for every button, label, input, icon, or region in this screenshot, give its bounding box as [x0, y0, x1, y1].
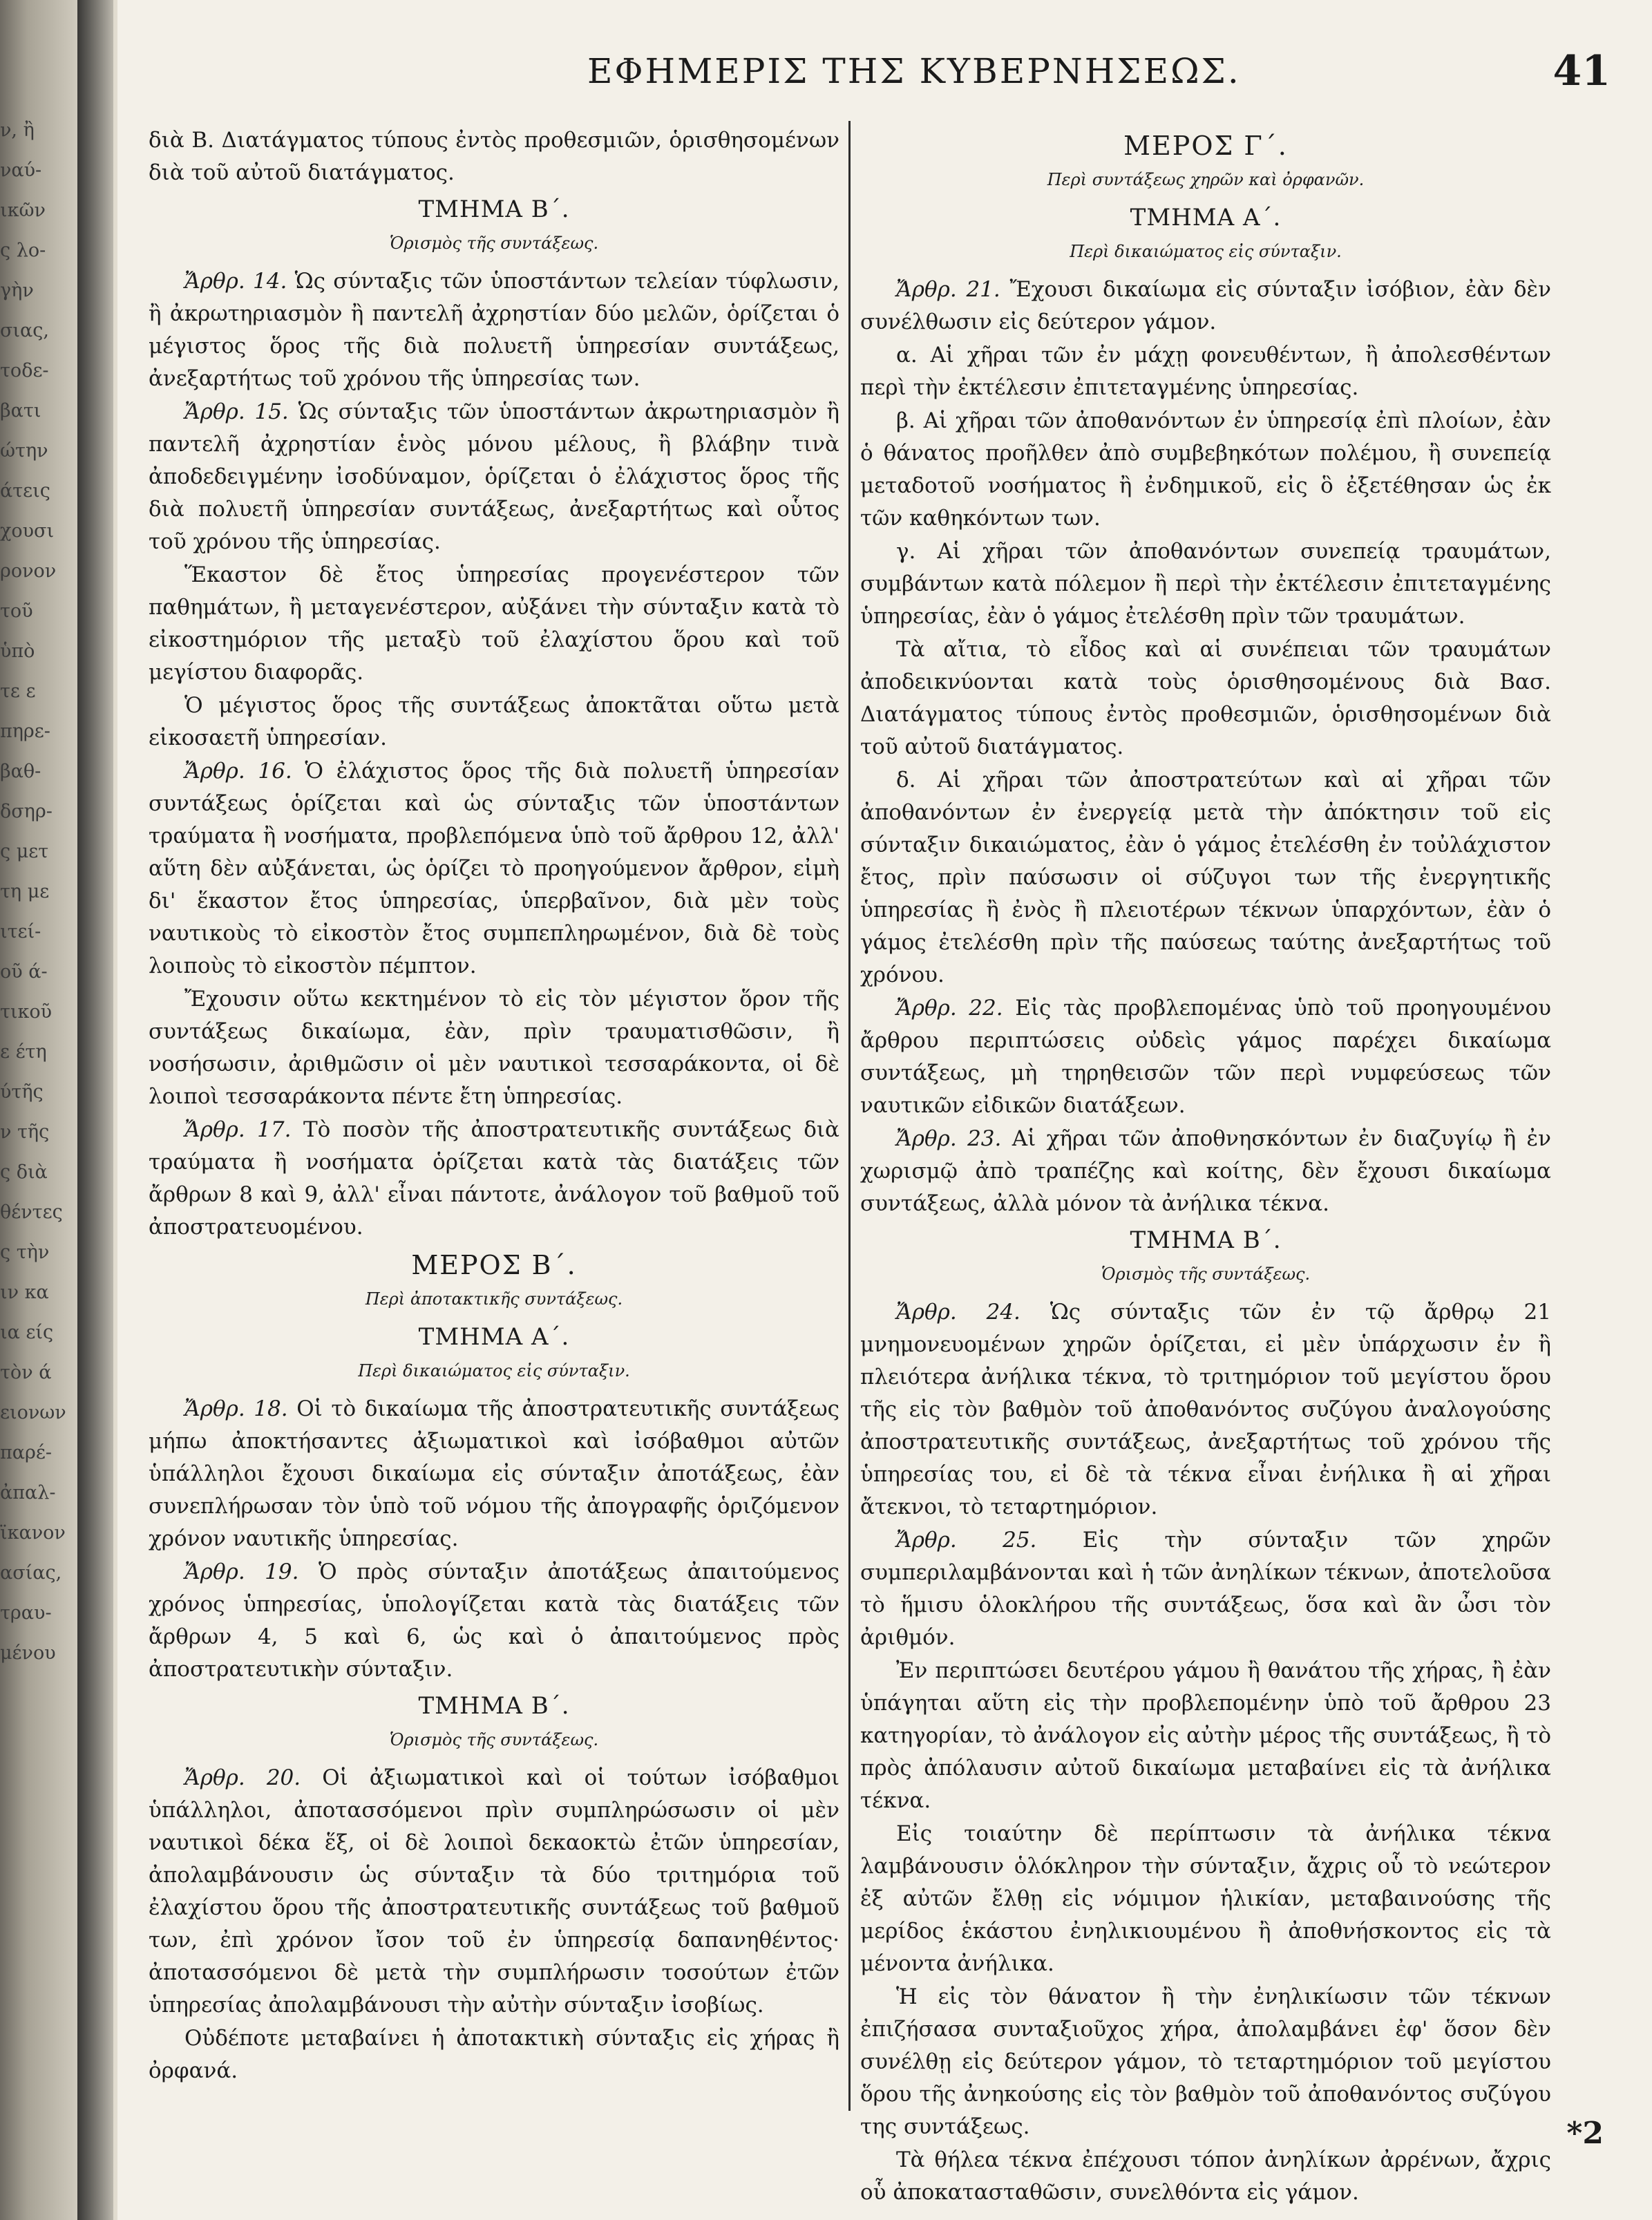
paragraph-text: Ὡς σύνταξις τῶν ὑποστάντων τελείαν τύφλωσιν, ἢ ἀκρωτηριασμὸν ἢ παντελῆ ἀχρηστίαν δύο μελῶν, ὁρίζεται ὁ μέγιστος ὅρος τῆς διὰ πολυετῆ ὑπηρεσίαν συντάξεως, ἀνεξαρτήτως τοῦ χρόνου τῆς ὑπηρεσίας των. [149, 269, 840, 391]
edge-fragment: ἀπαλ- [0, 1482, 56, 1503]
paragraph-text: Εἰς τοιαύτην δὲ περίπτωσιν τὰ ἀνήλικα τέκνα λαμβάνουσιν ὁλόκληρον τὴν σύνταξιν, ἄχρις οὗ τὸ νεώτερον ἐξ αὐτῶν ἔλθῃ εἰς νόμιμον ἡλικίαν, μεταβαινούσης τῆς μερίδος ἑκάστου ἐνηλικιουμένου ἢ ἀποθνήσκοντος εἰς τὰ μένοντα ἀνήλικα. [860, 1821, 1551, 1976]
edge-fragment: σιας, [0, 320, 49, 341]
paragraph [860, 405, 1551, 535]
edge-fragment: ϊκανον [0, 1522, 66, 1544]
edge-fragment: ικῶν [0, 200, 46, 221]
edge-fragment: πηρε- [0, 721, 50, 742]
article-number: Ἄρθρ. 23. [896, 1126, 1002, 1151]
edge-fragment: ειονων [0, 1402, 66, 1423]
edge-fragment: τραυ- [0, 1602, 52, 1624]
signature-mark: *2 [1566, 2116, 1604, 2151]
edge-fragment: μένου [0, 1642, 56, 1664]
article-paragraph [149, 265, 839, 395]
article-number: Ἄρθρ. 24. [896, 1300, 1020, 1325]
column-divider [848, 121, 851, 2111]
paragraph [860, 535, 1551, 633]
paragraph-text: Τὰ θήλεα τέκνα ἐπέχουσι τόπον ἀνηλίκων ἀρρένων, ἄχρις οὗ ἀποκατασταθῶσιν, συνελθόντα εἰς γάμον. [860, 2147, 1551, 2205]
facing-page-edge [0, 111, 76, 2156]
article-number: Ἄρθρ. 18. [184, 1396, 288, 1421]
article-paragraph [149, 396, 839, 558]
article-number: Ἄρθρ. 20. [184, 1765, 301, 1790]
edge-fragment: παρέ- [0, 1442, 52, 1463]
part-heading: ΜΕΡΟΣ Β΄. [411, 1250, 577, 1280]
edge-fragment: οῦ ά- [0, 961, 48, 983]
paragraph-text: διὰ Β. Διατάγματος τύπους ἐντὸς προθεσμιῶν, ὁρισθησομένων διὰ τοῦ αὐτοῦ διατάγματος. [149, 128, 839, 185]
page-number: 41 [1553, 47, 1611, 95]
paragraph-text: Οἱ τὸ δικαίωμα τῆς ἀποστρατευτικῆς συντάξεως μήπω ἀποκτήσαντες ἀξιωματικοὶ καὶ ἰσόβαθμοι αὐτῶν ὑπάλληλοι ἔχουσι δικαίωμα εἰς σύνταξιν ἀποτάξεως, ἐὰν συνεπλήρωσαν τὸν ὑπὸ τοῦ νόμου τῆς ἀπογραφῆς ὁριζόμενον χρόνον ναυτικῆς ὑπηρεσίας. [149, 1396, 840, 1551]
edge-fragment: ναύ- [0, 160, 42, 181]
paragraph [860, 1818, 1551, 1980]
paragraph-text: Αἱ χῆραι τῶν ἀποθνησκόντων ἐν διαζυγίῳ ἢ ἐν χωρισμῷ ἀπὸ τραπέζης καὶ κοίτης, δὲν ἔχουσι δικαίωμα συντάξεως, ἀλλὰ μόνον τὰ ἀνήλικα τέκνα. [860, 1126, 1552, 1216]
article-paragraph [149, 755, 839, 983]
paragraph-text: Ὡς σύνταξις τῶν ἐν τῷ ἄρθρῳ 21 μνημονευομένων χηρῶν ὁρίζεται, εἰ μὲν ὑπάρχωσιν ἐν ἢ πλειότερα ἀνήλικα τέκνα, τὸ τριτημόριον τοῦ μεγίστου ὅρου τῆς εἰς τὸν βαθμὸν τοῦ ἀποθανόντος συζύγου ἀναλογούσης ἀποστρατευτικῆς συντάξεως, ἀνεξαρτήτως τοῦ χρόνου τῆς ὑπηρεσίας του, εἰ δὲ τὰ τέκνα εἶναι ἐνήλικα ἢ αἱ χῆραι ἄτεκνοι, τὸ τεταρτημόριον. [860, 1300, 1552, 1519]
edge-fragment: ασίας, [0, 1562, 62, 1584]
paragraph-text: Ἔχουσι δικαίωμα εἰς σύνταξιν ἰσόβιον, ἐὰν δὲν συνέλθωσιν εἰς δεύτερον γάμον. [860, 277, 1552, 334]
page-header [117, 47, 1652, 99]
edge-fragment: ν τῆς [0, 1121, 50, 1143]
edge-fragment: ν, ἢ [0, 120, 35, 141]
paragraph-text: Ἐν περιπτώσει δευτέρου γάμου ἢ θανάτου τῆς χήρας, ἢ ἐὰν ὑπάγηται αὕτη εἰς τὴν προβλεπομένην ὑπὸ τοῦ ἄρθρου 23 κατηγορίαν, τὸ ἀνάλογον εἰς αὐτὴν μέρος τῆς συντάξεως, ἢ τὸ πρὸς ἀπόλαυσιν αὐτοῦ δικαίωμα μεταβαίνει εἰς τὰ ἀνήλικα τέκνα. [860, 1658, 1551, 1813]
section-subtitle: Ὁρισμὸς τῆς συντάξεως. [389, 234, 599, 253]
edge-fragment: τὸν ά [0, 1362, 52, 1383]
section-subtitle: Ὁρισμὸς τῆς συντάξεως. [1101, 1264, 1311, 1284]
paragraph-text: Ἔχουσιν οὕτω κεκτημένον τὸ εἰς τὸν μέγιστον ὅρον τῆς συντάξεως δικαίωμα, ἐὰν, πρὶν τραυματισθῶσιν, ἢ νοσήσωσιν, ἀριθμῶσιν οἱ μὲν ναυτικοὶ τεσσαράκοντα, οἱ δὲ λοιποὶ τεσσαράκοντα πέντε ἔτη ὑπηρεσίας. [149, 987, 839, 1109]
edge-fragment: ς τὴν [0, 1242, 50, 1263]
paragraph-text: Εἰς τὰς προβλεπομένας ὑπὸ τοῦ προηγουμένου ἄρθρου περιπτώσεις οὐδεὶς γάμος παρέχει δικαίωμα συντάξεως, μὴ τηρηθεισῶν τῶν περὶ νυμφεύσεως τῶν ναυτικῶν εἰδικῶν διατάξεων. [860, 996, 1551, 1118]
edge-fragment: γὴν [0, 280, 34, 301]
paragraph [860, 1981, 1551, 2143]
article-paragraph [860, 1123, 1551, 1220]
paragraph-text: Οἱ ἀξιωματικοὶ καὶ οἱ τούτων ἰσόβαθμοι ὑπάλληλοι, ἀποτασσόμενοι πρὶν συμπληρώσωσιν οἱ μὲν ναυτικοὶ δέκα ἕξ, οἱ δὲ λοιποὶ δεκαοκτὼ ἐτῶν ὑπηρεσίαν, ἀπολαμβάνουσιν ὡς σύνταξιν τὰ δύο τριτημόρια τοῦ ἐλαχίστου ὅρου τῆς ἀποστρατευτικῆς συντάξεως τοῦ βαθμοῦ των, ἐπὶ χρόνον ἴσον τοῦ ἐν ὑπηρεσίᾳ δαπανηθέντος· ἀποτασσόμενοι δὲ μετὰ τὴν συμπλήρωσιν τοσούτων ἐτῶν ὑπηρεσίας ἀπολαμβάνουσι τὴν αὐτὴν σύνταξιν ἰσοβίως. [149, 1765, 840, 2018]
edge-fragment: ύτῆς [0, 1081, 44, 1103]
article-paragraph [149, 1556, 839, 1686]
paragraph-text: β. Αἱ χῆραι τῶν ἀποθανόντων ἐν ὑπηρεσίᾳ ἐπὶ πλοίων, ἐὰν ὁ θάνατος προῆλθεν ἀπὸ συμβεβηκότων πολέμου, ἢ συνεπείᾳ μεταδοτοῦ νοσήματος ἢ ἐνδημικοῦ, εἰς ὃ ἐξετέθησαν ὡς ἐκ τῶν καθηκόντων των. [860, 408, 1551, 531]
paragraph [860, 634, 1551, 763]
edge-fragment: βαθ- [0, 761, 41, 782]
edge-fragment: ια είς [0, 1322, 54, 1343]
article-paragraph [860, 274, 1551, 339]
section-heading: ΤΜΗΜΑ Β΄. [418, 196, 570, 223]
section-subtitle: Περὶ συντάξεως χηρῶν καὶ ὀρφανῶν. [1047, 170, 1365, 189]
left-column [149, 124, 839, 2128]
paragraph [149, 559, 839, 689]
edge-fragment: τοδε- [0, 360, 49, 381]
paragraph-text: Εἰς τὴν σύνταξιν τῶν χηρῶν συμπεριλαμβάνονται καὶ ἡ τῶν ἀνηλίκων τέκνων, ἀποτελοῦσα τὸ ἥμισυ ὁλοκλήρου τῆς συντάξεως, ὅσα καὶ ἂν ὦσι τὸν ἀριθμόν. [860, 1528, 1552, 1650]
article-paragraph [149, 1762, 839, 2022]
section-heading: ΤΜΗΜΑ Α΄. [1130, 204, 1282, 231]
article-number: Ἄρθρ. 22. [896, 996, 1003, 1021]
paragraph [860, 2144, 1551, 2209]
article-number: Ἄρθρ. 15. [184, 399, 289, 424]
article-number: Ἄρθρ. 16. [184, 759, 292, 784]
section-heading: ΤΜΗΜΑ Β΄. [418, 1692, 570, 1720]
paragraph-text: Τὰ αἴτια, τὸ εἶδος καὶ αἱ συνέπειαι τῶν τραυμάτων ἀποδεικνύονται κατὰ τοὺς ὁρισθησομένους διὰ Βασ. Διατάγματος τύπους ἐντὸς προθεσμιῶν, ὁρισθησομένων διὰ τοῦ αὐτοῦ διατάγματος. [860, 637, 1551, 759]
paragraph-text: Ὁ πρὸς σύνταξιν ἀποτάξεως ἀπαιτούμενος χρόνος ὑπηρεσίας, ὑπολογίζεται κατὰ τὰς διατάξεις τῶν ἄρθρων 4, 5 καὶ 6, ὡς καὶ ὁ ἀπαιτούμενος πρὸς ἀποστρατευτικὴν σύνταξιν. [149, 1559, 840, 1682]
paragraph-text: γ. Αἱ χῆραι τῶν ἀποθανόντων συνεπείᾳ τραυμάτων, συμβάντων κατὰ πόλεμον ἢ περὶ τὴν ἐκτέλεσιν ἐπιτεταγμένης ὑπηρεσίας, ἐὰν ὁ γάμος ἐτελέσθη πρὶν τῶν τραυμάτων. [860, 539, 1551, 629]
section-subtitle: Περὶ δικαιώματος εἰς σύνταξιν. [1070, 242, 1342, 261]
paragraph [860, 1655, 1551, 1817]
paragraph [149, 2022, 839, 2087]
edge-fragment: τε ε [0, 681, 36, 702]
spine-shadow [77, 0, 113, 2220]
section-subtitle: Ὁρισμὸς τῆς συντάξεως. [389, 1730, 599, 1749]
paragraph [860, 764, 1551, 992]
section-heading: ΤΜΗΜΑ Α΄. [418, 1323, 570, 1351]
article-paragraph [149, 1114, 839, 1244]
article-number: Ἄρθρ. 17. [184, 1117, 292, 1142]
edge-fragment: ε έτη [0, 1041, 47, 1063]
edge-fragment: ρονον [0, 560, 57, 582]
edge-fragment: ιτεί- [0, 921, 41, 942]
section-subtitle: Περὶ ἀποτακτικῆς συντάξεως. [365, 1289, 623, 1309]
paragraph [149, 983, 839, 1113]
right-column [860, 124, 1552, 2205]
paragraph-text: Οὐδέποτε μεταβαίνει ἡ ἀποτακτικὴ σύνταξις εἰς χήρας ἢ ὀρφανά. [149, 2026, 839, 2083]
edge-fragment: δσηρ- [0, 801, 53, 822]
edge-fragment: ς μετ [0, 841, 49, 862]
section-heading: ΤΜΗΜΑ Β΄. [1130, 1226, 1282, 1254]
article-number: Ἄρθρ. 21. [896, 277, 1000, 302]
paragraph-text: Τὸ ποσὸν τῆς ἀποστρατευτικῆς συντάξεως διὰ τραύματα ἢ νοσήματα ὁρίζεται κατὰ τὰς διατάξεις τῶν ἄρθρων 8 καὶ 9, ἀλλ' εἶναι πάντοτε, ἀνάλογον τοῦ βαθμοῦ τοῦ ἀποστρατευομένου. [149, 1117, 839, 1240]
paragraph-text: Ὁ ἐλάχιστος ὅρος τῆς διὰ πολυετῆ ὑπηρεσίαν συντάξεως ὁρίζεται καὶ ὡς σύνταξις τῶν ὑποστάντων τραύματα ἢ νοσήματα, προβλεπόμενα ὑπὸ τοῦ ἄρθρου 12, ἀλλ' αὕτη δὲν αὐξάνεται, ὡς ὁρίζει τὸ προηγούμενον ἄρθρον, εἰμὴ δι' ἕκαστον ἔτος ὑπηρεσίας, ὑπερβαῖνον, διὰ μὲν τοὺς ναυτικοὺς τὸ εἰκοστὸν ἔτος συμπεπληρωμένον, διὰ δὲ τοὺς λοιποὺς τὸ εἰκοστὸν πέμπτον. [149, 759, 839, 978]
edge-fragment: ς λο- [0, 240, 46, 261]
article-paragraph [860, 992, 1551, 1122]
edge-fragment: θέντες [0, 1202, 63, 1223]
edge-fragment: βατι [0, 400, 41, 421]
edge-fragment: χουσι [0, 520, 55, 542]
edge-fragment: ὑπὸ [0, 641, 35, 662]
edge-fragment: ς διὰ [0, 1161, 48, 1183]
paragraph [860, 339, 1551, 404]
paragraph-text: Ὡς σύνταξις τῶν ὑποστάντων ἀκρωτηριασμὸν ἢ παντελῆ ἀχρηστίαν ἑνὸς μόνου μέλους, ἢ βλάβην τινὰ ἀποδεδειγμένην ἰσοδύναμον, ὁρίζεται ὁ ἐλάχιστος ὅρος τῆς διὰ πολυετῆ ὑπηρεσίαν συντάξεως, ἀνεξαρτήτως καὶ οὗτος τοῦ χρόνου τῆς ὑπηρεσίας. [149, 399, 840, 554]
edge-fragment: ιν κα [0, 1282, 49, 1303]
article-number: Ἄρθρ. 14. [184, 269, 287, 294]
edge-fragment: ώτην [0, 440, 48, 462]
paragraph-text: Ἡ εἰς τὸν θάνατον ἢ τὴν ἐνηλικίωσιν τῶν τέκνων ἐπιζήσασα συνταξιοῦχος χήρα, ἀπολαμβάνει ἐφ' ὅσον δὲν συνέλθῃ εἰς δεύτερον γάμον, τὸ τεταρτημόριον τοῦ μεγίστου ὅρου τῆς ἀνηκούσης εἰς τὸν βαθμὸν τοῦ ἀποθανόντος συζύγου της συντάξεως. [860, 1984, 1551, 2139]
edge-fragment: τικοῦ [0, 1001, 53, 1023]
paragraph-text: Ἕκαστον δὲ ἔτος ὑπηρεσίας προγενέστερον τῶν παθημάτων, ἢ μεταγενέστερον, αὐξάνει τὴν σύνταξιν κατὰ τὸ εἰκοστημόριον τῆς μεταξὺ τοῦ ἐλαχίστου ὅρου καὶ τοῦ μεγίστου διαφορᾶς. [149, 562, 839, 685]
paragraph-text: Ὁ μέγιστος ὅρος τῆς συντάξεως ἀποκτᾶται οὕτω μετὰ εἰκοσαετῆ ὑπηρεσίαν. [149, 693, 839, 750]
edge-fragment: τοῦ [0, 600, 33, 622]
edge-fragment: άτεις [0, 480, 50, 502]
article-paragraph [860, 1524, 1551, 1654]
paragraph-text: δ. Αἱ χῆραι τῶν ἀποστρατεύτων καὶ αἱ χῆραι τῶν ἀποθανόντων ἐν ἐνεργείᾳ μετὰ τὴν ἀπόκτησιν τοῦ εἰς σύνταξιν δικαιώματος, ἐὰν ὁ γάμος ἐτελέσθη ἐν τοὐλάχιστον ἔτος, πρὶν παύσωσιν οἱ σύζυγοι των τῆς ἐνεργητικῆς ὑπηρεσίας ἢ ἐνὸς ἢ πλειοτέρων τέκνων ὑπαρχόντων, ἐὰν ὁ γάμος ἐτελέσθη πρὶν τῆς παύσεως ταύτης ἀνεξαρτήτως τοῦ χρόνου. [860, 768, 1551, 987]
paragraph-text: α. Αἱ χῆραι τῶν ἐν μάχῃ φονευθέντων, ἢ ἀπολεσθέντων περὶ τὴν ἐκτέλεσιν ἐπιτεταγμένης ὑπηρεσίας. [860, 343, 1551, 400]
newspaper-page [117, 0, 1652, 2220]
article-number: Ἄρθρ. 25. [896, 1528, 1037, 1553]
paragraph [149, 124, 839, 189]
edge-fragment: τη με [0, 881, 50, 902]
article-paragraph [149, 1393, 839, 1555]
page-title: ΕΦΗΜΕΡΙΣ ΤΗΣ ΚΥΒΕΡΝΗΣΕΩΣ. [587, 51, 1241, 91]
section-subtitle: Περὶ δικαιώματος εἰς σύνταξιν. [358, 1361, 630, 1381]
article-paragraph [860, 1296, 1551, 1524]
paragraph [149, 690, 839, 755]
article-number: Ἄρθρ. 19. [184, 1559, 299, 1584]
part-heading: ΜΕΡΟΣ Γ΄. [1123, 131, 1288, 161]
